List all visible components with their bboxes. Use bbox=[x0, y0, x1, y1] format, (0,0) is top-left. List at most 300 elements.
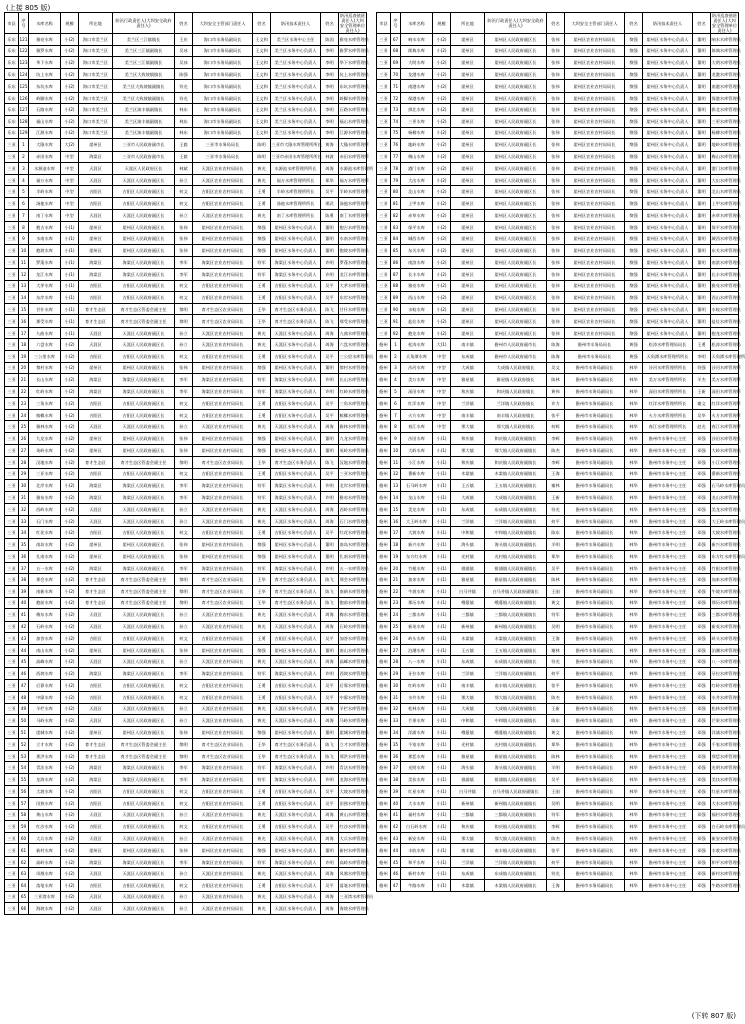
cell-post2: 海棠区农业农村局局长 bbox=[193, 374, 253, 386]
cell-post1: 育才生态区管委会副主任 bbox=[113, 303, 175, 315]
cell-person2: 黄强 bbox=[625, 339, 643, 351]
cell-post3: 美兰区水务中心主任 bbox=[271, 34, 321, 46]
cell-person2: 黎强 bbox=[625, 186, 643, 198]
cell-person2: 黎强 bbox=[625, 80, 643, 92]
cell-post3: 育才生态区水务负责人 bbox=[271, 574, 321, 586]
table-row bbox=[377, 45, 739, 57]
col-city: 市县 bbox=[377, 13, 391, 34]
cell-person3: 周海 bbox=[321, 656, 339, 668]
cell-person3: 郑华 bbox=[321, 174, 339, 186]
cell-person2: 王勇 bbox=[253, 409, 271, 421]
cell-post1: 海棠区人民政府副区长 bbox=[113, 856, 175, 868]
cell-person1: 羊明 bbox=[547, 538, 565, 550]
table-row bbox=[377, 256, 739, 268]
cell-no: 12 bbox=[19, 269, 29, 281]
table-row bbox=[5, 34, 367, 46]
cell-loc: 峨蔓镇 bbox=[451, 597, 485, 609]
col-number: 序号 bbox=[19, 13, 29, 34]
cell-person3: 董明 bbox=[321, 550, 339, 562]
cell-loc: 海口市美兰区 bbox=[79, 127, 113, 139]
cell-post3: 儋州市水务中心主任 bbox=[643, 515, 693, 527]
cell-no: 58 bbox=[19, 809, 29, 821]
cell-name: 雅亮水库 bbox=[401, 280, 433, 292]
cell-no: 45 bbox=[19, 656, 29, 668]
cell-city: 三亚 bbox=[377, 233, 391, 245]
cell-loc: 崖州区 bbox=[451, 151, 485, 163]
cell-post3: 崖州区水务中心负责人 bbox=[643, 303, 693, 315]
cell-scale: 小(1) bbox=[433, 432, 451, 444]
cell-person1: 吴冰 bbox=[175, 45, 193, 57]
cell-scale: 小(2) bbox=[433, 303, 451, 315]
cell-no: 6 bbox=[19, 197, 29, 209]
cell-loc: 崖州区 bbox=[451, 115, 485, 127]
cell-post2: 儋州市水务局副局长 bbox=[565, 856, 625, 868]
cell-person3: 董明 bbox=[693, 292, 711, 304]
cell-person3: 董明 bbox=[693, 174, 711, 186]
cell-post1: 崖州区人民政府副区长 bbox=[113, 221, 175, 233]
cell-city: 三亚 bbox=[5, 515, 19, 527]
cell-post1: 吉阳区人民政府副区长 bbox=[113, 351, 175, 363]
cell-post4: 高峰水库管理员 bbox=[339, 656, 367, 668]
cell-person3: 吴平 bbox=[321, 398, 339, 410]
cell-person3: 李明 bbox=[321, 115, 339, 127]
table-row bbox=[377, 739, 739, 751]
cell-city: 乐东 bbox=[5, 34, 19, 46]
table-row bbox=[377, 57, 739, 69]
cell-no: 18 bbox=[19, 339, 29, 351]
table-row bbox=[5, 773, 367, 785]
cell-loc: 崖州区 bbox=[451, 303, 485, 315]
cell-post3: 春江水库管理所所长 bbox=[643, 421, 693, 433]
cell-post2: 儋州市水务局副局长 bbox=[565, 480, 625, 492]
cell-no: 23 bbox=[19, 398, 29, 410]
cell-person3: 董明 bbox=[693, 115, 711, 127]
cell-person3: 董明 bbox=[693, 92, 711, 104]
cell-loc: 吉阳区 bbox=[79, 351, 113, 363]
cell-no: 41 bbox=[19, 609, 29, 621]
cell-post3: 儋州市水务中心主任 bbox=[643, 445, 693, 457]
table-row bbox=[377, 269, 739, 281]
cell-post4: 深田水库管理所 bbox=[711, 386, 739, 398]
cell-person3: 邓强 bbox=[693, 432, 711, 444]
cell-post1: 大成镇人民政府副镇长 bbox=[485, 703, 547, 715]
cell-post1: 新州镇人民政府副镇长 bbox=[485, 797, 547, 809]
cell-scale: 中型 bbox=[61, 163, 79, 175]
cell-person2: 黄光 bbox=[253, 868, 271, 880]
cell-person1: 李军 bbox=[175, 269, 193, 281]
cell-name: 大王岭水库 bbox=[401, 515, 433, 527]
cell-post2: 崖州区农业农村局局长 bbox=[565, 80, 625, 92]
cell-person1: 张伟 bbox=[547, 292, 565, 304]
cell-post2: 儋州市水务局副局长 bbox=[565, 821, 625, 833]
cell-city: 三亚 bbox=[5, 386, 19, 398]
cell-person3: 周海 bbox=[321, 339, 339, 351]
cell-city: 三亚 bbox=[5, 785, 19, 797]
cell-name: 石马岭水库 bbox=[401, 480, 433, 492]
cell-post1: 吉阳区人民政府副区长 bbox=[113, 186, 175, 198]
cell-post4: 石马岭水库管理员 bbox=[711, 480, 739, 492]
cell-post2: 天涯区农业农村局局长 bbox=[193, 715, 253, 727]
cell-post2: 天涯区农业农村局局长 bbox=[193, 515, 253, 527]
cell-post1: 海头镇人民政府副镇长 bbox=[485, 538, 547, 550]
cell-post1: 雅星镇人民政府镇长 bbox=[485, 374, 547, 386]
table-row bbox=[377, 586, 739, 598]
cell-post1: 王五镇人民政府副镇长 bbox=[485, 480, 547, 492]
table-row bbox=[377, 562, 739, 574]
cell-post1: 天涯区人民政府副区长 bbox=[113, 609, 175, 621]
cell-city: 儋州 bbox=[377, 362, 391, 374]
cell-person1: 孙立 bbox=[175, 174, 193, 186]
cell-post2: 海棠区农业农村局局长 bbox=[193, 773, 253, 785]
cell-person3: 吴平 bbox=[321, 633, 339, 645]
cell-post4: 黄山水库管理员 bbox=[339, 809, 367, 821]
cell-person1: 张平 bbox=[547, 844, 565, 856]
table-row bbox=[5, 210, 367, 222]
cell-person1: 何文 bbox=[175, 398, 193, 410]
cell-city: 儋州 bbox=[377, 491, 391, 503]
cell-person2: 黎强 bbox=[253, 445, 271, 457]
cell-no: 44 bbox=[391, 844, 401, 856]
cell-loc: 吉阳区 bbox=[79, 280, 113, 292]
cell-post1: 美兰区三江镇副镇长 bbox=[113, 45, 175, 57]
cell-person3: 吴平 bbox=[321, 351, 339, 363]
cell-name: 中廖水库 bbox=[29, 692, 61, 704]
table-row bbox=[377, 339, 739, 351]
cell-person3: 董明 bbox=[693, 34, 711, 46]
cell-person1: 黄文 bbox=[547, 597, 565, 609]
cell-post3: 崖州区水务中心负责人 bbox=[643, 269, 693, 281]
cell-name: 岭脚水库 bbox=[29, 92, 61, 104]
cell-post3: 海棠区水务中心负责人 bbox=[271, 856, 321, 868]
cell-loc: 吉阳区 bbox=[79, 186, 113, 198]
cell-post4: 牙拉水库管理员 bbox=[711, 668, 739, 680]
table-row bbox=[5, 374, 367, 386]
cell-post3: 天涯区水务中心负责人 bbox=[271, 832, 321, 844]
cell-post2: 儋州市水务局副局长 bbox=[565, 668, 625, 680]
cell-name: 上甲水库 bbox=[401, 197, 433, 209]
cell-person1: 王海 bbox=[547, 633, 565, 645]
cell-person3: 陈飞 bbox=[321, 315, 339, 327]
cell-name: 深田水库 bbox=[401, 386, 433, 398]
cell-post4: 春江水库管理所 bbox=[711, 421, 739, 433]
cell-name: 大坡水库 bbox=[401, 527, 433, 539]
table-row bbox=[5, 668, 367, 680]
cell-scale: 小(2) bbox=[61, 538, 79, 550]
cell-post1: 那大镇人民政府副镇长 bbox=[485, 445, 547, 457]
cell-post4: 拱北水库管理员 bbox=[711, 104, 739, 116]
cell-person2: 林华 bbox=[625, 844, 643, 856]
cell-person2: 符军 bbox=[253, 269, 271, 281]
cell-post2: 儋州市水务局副局长 bbox=[565, 468, 625, 480]
cell-city: 儋州 bbox=[377, 633, 391, 645]
cell-person2: 王勇 bbox=[253, 351, 271, 363]
cell-city: 三亚 bbox=[377, 139, 391, 151]
table-row bbox=[377, 821, 739, 833]
cell-post3: 儋州市水务中心主任 bbox=[643, 773, 693, 785]
cell-no: 9 bbox=[19, 233, 29, 245]
cell-person2: 黎强 bbox=[625, 45, 643, 57]
cell-person2: 林华 bbox=[625, 480, 643, 492]
cell-person1: 郑华 bbox=[547, 739, 565, 751]
cell-no: 123 bbox=[19, 57, 29, 69]
cell-loc: 崖州区 bbox=[451, 233, 485, 245]
cell-loc: 海口市美兰区 bbox=[79, 92, 113, 104]
cell-city: 三亚 bbox=[5, 773, 19, 785]
cell-post3: 崖州区水务中心负责人 bbox=[271, 844, 321, 856]
cell-person1: 张伟 bbox=[175, 550, 193, 562]
table-row bbox=[5, 468, 367, 480]
cell-post3: 美兰区水务中心负责人 bbox=[271, 104, 321, 116]
cell-post4: 石路水库管理员 bbox=[339, 104, 367, 116]
cell-scale: 小(1) bbox=[433, 456, 451, 468]
cell-city: 三亚 bbox=[5, 538, 19, 550]
cell-post4: 长山水库管理员 bbox=[339, 374, 367, 386]
table-row bbox=[377, 174, 739, 186]
cell-loc: 天涯区 bbox=[79, 891, 113, 903]
cell-post4: 长丰水库管理员 bbox=[711, 269, 739, 281]
cell-person3: 邓强 bbox=[693, 527, 711, 539]
cell-name: 赤田水库 bbox=[29, 151, 61, 163]
cell-no: 92 bbox=[391, 327, 401, 339]
cell-no: 88 bbox=[391, 280, 401, 292]
cell-name: 东坑水库 bbox=[29, 80, 61, 92]
cell-no: 46 bbox=[19, 668, 29, 680]
cell-name: 芒果水库 bbox=[401, 715, 433, 727]
cell-person2: 林华 bbox=[625, 762, 643, 774]
cell-city: 儋州 bbox=[377, 351, 391, 363]
cell-person1: 陈林 bbox=[547, 574, 565, 586]
cell-person3: 吴平 bbox=[321, 468, 339, 480]
cell-loc: 新州镇 bbox=[451, 797, 485, 809]
cell-city: 乐东 bbox=[5, 57, 19, 69]
cell-no: 127 bbox=[19, 104, 29, 116]
cell-scale: 小(2) bbox=[61, 92, 79, 104]
cell-city: 儋州 bbox=[377, 550, 391, 562]
cell-loc: 中和镇 bbox=[451, 715, 485, 727]
cell-post2: 儋州市水务局副局长 bbox=[565, 703, 625, 715]
cell-person1: 李军 bbox=[175, 256, 193, 268]
cell-post4: 南山水库管理员 bbox=[339, 644, 367, 656]
cell-post4: 雅罗水库管理员 bbox=[339, 45, 367, 57]
cell-post3: 崖州区水务中心负责人 bbox=[643, 233, 693, 245]
cell-post4: 石岭水库管理员 bbox=[339, 621, 367, 633]
cell-loc: 崖州区 bbox=[451, 104, 485, 116]
cell-no: 18 bbox=[391, 538, 401, 550]
table-row bbox=[5, 339, 367, 351]
cell-post3: 崖州区水务中心负责人 bbox=[271, 245, 321, 257]
cell-post1: 天涯区人民政府区长 bbox=[113, 163, 175, 175]
cell-post4: 南滨水库管理员 bbox=[711, 256, 739, 268]
cell-post1: 兰洋镇人民政府副镇长 bbox=[485, 668, 547, 680]
cell-post1: 崖州区人民政府副区长 bbox=[113, 644, 175, 656]
table-row bbox=[377, 374, 739, 386]
cell-scale: 小(2) bbox=[61, 504, 79, 516]
table-row bbox=[5, 104, 367, 116]
cell-loc: 南丰镇 bbox=[451, 844, 485, 856]
table-row bbox=[377, 233, 739, 245]
cell-person3: 董明 bbox=[693, 233, 711, 245]
cell-post3: 天涯区水务中心负责人 bbox=[271, 715, 321, 727]
cell-post3: 吉阳区水务中心负责人 bbox=[271, 398, 321, 410]
cell-post3: 儋州市水务中心主任 bbox=[643, 762, 693, 774]
cell-name: 雅林水库 bbox=[29, 421, 61, 433]
cell-post4: 大坡水库管理员 bbox=[711, 527, 739, 539]
cell-city: 乐东 bbox=[5, 92, 19, 104]
cell-post4: 那恁水库管理员 bbox=[711, 750, 739, 762]
cell-post2: 海口市水务局副局长 bbox=[193, 45, 253, 57]
cell-post3: 儋州市水务中心主任 bbox=[643, 739, 693, 751]
cell-person1: 李辉 bbox=[547, 821, 565, 833]
cell-post3: 吉阳区水务中心负责人 bbox=[271, 633, 321, 645]
cell-post2: 三亚市水务局局长 bbox=[193, 151, 253, 163]
cell-person2: 王勇 bbox=[253, 633, 271, 645]
cell-post4: 福山水库管理员 bbox=[339, 115, 367, 127]
cell-post4: 天角潭水库管理所 bbox=[711, 351, 739, 363]
cell-loc: 海棠区 bbox=[79, 773, 113, 785]
cell-person2: 黎强 bbox=[253, 362, 271, 374]
cell-person3: 许明 bbox=[321, 480, 339, 492]
cell-name: 槟榔水库 bbox=[29, 409, 61, 421]
cell-post4: 福万水库管理所 bbox=[339, 174, 367, 186]
cell-city: 儋州 bbox=[377, 703, 391, 715]
cell-person1: 张伟 bbox=[547, 151, 565, 163]
cell-post3: 崖州区水务中心负责人 bbox=[643, 210, 693, 222]
table-row bbox=[5, 127, 367, 139]
cell-city: 三亚 bbox=[5, 856, 19, 868]
cell-post4: 小江水库管理员 bbox=[711, 456, 739, 468]
cell-person3: 董明 bbox=[693, 280, 711, 292]
cell-person1: 陈杰 bbox=[547, 445, 565, 457]
cell-city: 三亚 bbox=[5, 139, 19, 151]
cell-post4: 红岭水库管理员 bbox=[711, 680, 739, 692]
cell-city: 三亚 bbox=[5, 374, 19, 386]
cell-city: 三亚 bbox=[5, 750, 19, 762]
cell-name: 南岛水库 bbox=[29, 538, 61, 550]
cell-person3: 邓强 bbox=[693, 468, 711, 480]
cell-post4: 三都水库管理员 bbox=[711, 609, 739, 621]
cell-post2: 崖州区农业农村局局长 bbox=[193, 362, 253, 374]
cell-loc: 吉阳区 bbox=[79, 527, 113, 539]
cell-post4: 立才水库管理员 bbox=[339, 739, 367, 751]
cell-scale: 小(2) bbox=[433, 163, 451, 175]
cell-post3: 崖州区水务中心负责人 bbox=[643, 245, 693, 257]
cell-loc: 东成镇 bbox=[451, 351, 485, 363]
table-row bbox=[377, 221, 739, 233]
cell-person3: 董明 bbox=[693, 163, 711, 175]
cell-post1: 崖州区人民政府副区长 bbox=[485, 186, 547, 198]
cell-post1: 吉阳区人民政府副区长 bbox=[113, 280, 175, 292]
cell-city: 三亚 bbox=[377, 221, 391, 233]
cell-no: 59 bbox=[19, 821, 29, 833]
cell-post3: 崖州区水务中心负责人 bbox=[643, 34, 693, 46]
table-row bbox=[377, 327, 739, 339]
cell-city: 儋州 bbox=[377, 879, 391, 891]
cell-no: 40 bbox=[391, 797, 401, 809]
cell-city: 乐东 bbox=[5, 68, 19, 80]
cell-no: 75 bbox=[391, 127, 401, 139]
cell-person3: 董明 bbox=[693, 221, 711, 233]
cell-post4: 大出水库管理员 bbox=[711, 174, 739, 186]
cell-post3: 吉阳区水务中心负责人 bbox=[271, 527, 321, 539]
cell-post2: 海棠区农业农村局局长 bbox=[193, 562, 253, 574]
cell-person1: 张平 bbox=[547, 409, 565, 421]
cell-person3: 周海 bbox=[321, 891, 339, 903]
cell-post2: 海口市水务局副局长 bbox=[193, 104, 253, 116]
cell-no: 62 bbox=[19, 856, 29, 868]
cell-loc: 崖州区 bbox=[451, 269, 485, 281]
cell-city: 三亚 bbox=[377, 303, 391, 315]
col-scale: 规模 bbox=[61, 13, 79, 34]
cell-person3: 许明 bbox=[321, 856, 339, 868]
table-row bbox=[5, 550, 367, 562]
cell-post4: 三更水库管理员 bbox=[711, 115, 739, 127]
cell-post1: 美兰区演丰镇副镇长 bbox=[113, 127, 175, 139]
cell-no: 31 bbox=[19, 491, 29, 503]
cell-scale: 小(2) bbox=[433, 92, 451, 104]
table-row bbox=[5, 562, 367, 574]
cell-scale: 大(1) bbox=[433, 339, 451, 351]
cell-name: 华下水库 bbox=[29, 57, 61, 69]
cell-post3: 南丁水库管理所所长 bbox=[271, 210, 321, 222]
cell-post4: 牛坡水库管理员 bbox=[711, 586, 739, 598]
cell-name: 半岭水库 bbox=[29, 186, 61, 198]
cell-loc: 海棠区 bbox=[79, 256, 113, 268]
cell-no: 38 bbox=[391, 773, 401, 785]
cell-loc: 光村镇 bbox=[451, 550, 485, 562]
cell-person2: 林华 bbox=[625, 726, 643, 738]
cell-post4: 番新水库管理员 bbox=[711, 468, 739, 480]
cell-person2: 王勇 bbox=[253, 468, 271, 480]
cell-no: 30 bbox=[19, 480, 29, 492]
table-row bbox=[377, 527, 739, 539]
cell-city: 儋州 bbox=[377, 409, 391, 421]
cell-person2: 王文和 bbox=[253, 104, 271, 116]
table-row bbox=[5, 398, 367, 410]
cell-post2: 崖州区农业农村局局长 bbox=[565, 45, 625, 57]
cell-city: 儋州 bbox=[377, 668, 391, 680]
cell-name: 石路水库 bbox=[29, 104, 61, 116]
cell-post4: 半岭水库管理所 bbox=[339, 186, 367, 198]
cell-post1: 南丰镇人民政府副镇长 bbox=[485, 844, 547, 856]
cell-scale: 小(2) bbox=[61, 550, 79, 562]
cell-scale: 小(2) bbox=[433, 57, 451, 69]
cell-person1: 何文 bbox=[175, 785, 193, 797]
cell-loc: 海口市美兰区 bbox=[79, 45, 113, 57]
cell-city: 三亚 bbox=[5, 832, 19, 844]
cell-post1: 南丰镇人民政府副镇长 bbox=[485, 680, 547, 692]
cell-city: 三亚 bbox=[377, 45, 391, 57]
cell-loc: 吉阳区 bbox=[79, 879, 113, 891]
cell-post4: 北山水库管理员 bbox=[711, 186, 739, 198]
cell-city: 三亚 bbox=[5, 398, 19, 410]
cell-person3: 周海 bbox=[321, 868, 339, 880]
cell-post2: 育才生态区农业局局长 bbox=[193, 315, 253, 327]
cell-post2: 吉阳区农业农村局局长 bbox=[193, 527, 253, 539]
cell-no: 81 bbox=[391, 197, 401, 209]
cell-person2: 林华 bbox=[625, 515, 643, 527]
cell-post1: 崖州区人民政府副区长 bbox=[485, 57, 547, 69]
cell-post1: 育才生态区管委会副主任 bbox=[113, 597, 175, 609]
cell-person2: 黎强 bbox=[625, 92, 643, 104]
cell-post1: 海棠区人民政府副区长 bbox=[113, 773, 175, 785]
cell-scale: 中型 bbox=[61, 174, 79, 186]
cell-person3: 吴平 bbox=[321, 280, 339, 292]
cell-post3: 崖州区水务中心负责人 bbox=[271, 362, 321, 374]
cell-person3: 吴平 bbox=[321, 292, 339, 304]
col-dept-responsible: 大坝安全主管部门责任人 bbox=[565, 13, 625, 34]
cell-person1: 张伟 bbox=[547, 174, 565, 186]
cell-loc: 王五镇 bbox=[451, 480, 485, 492]
